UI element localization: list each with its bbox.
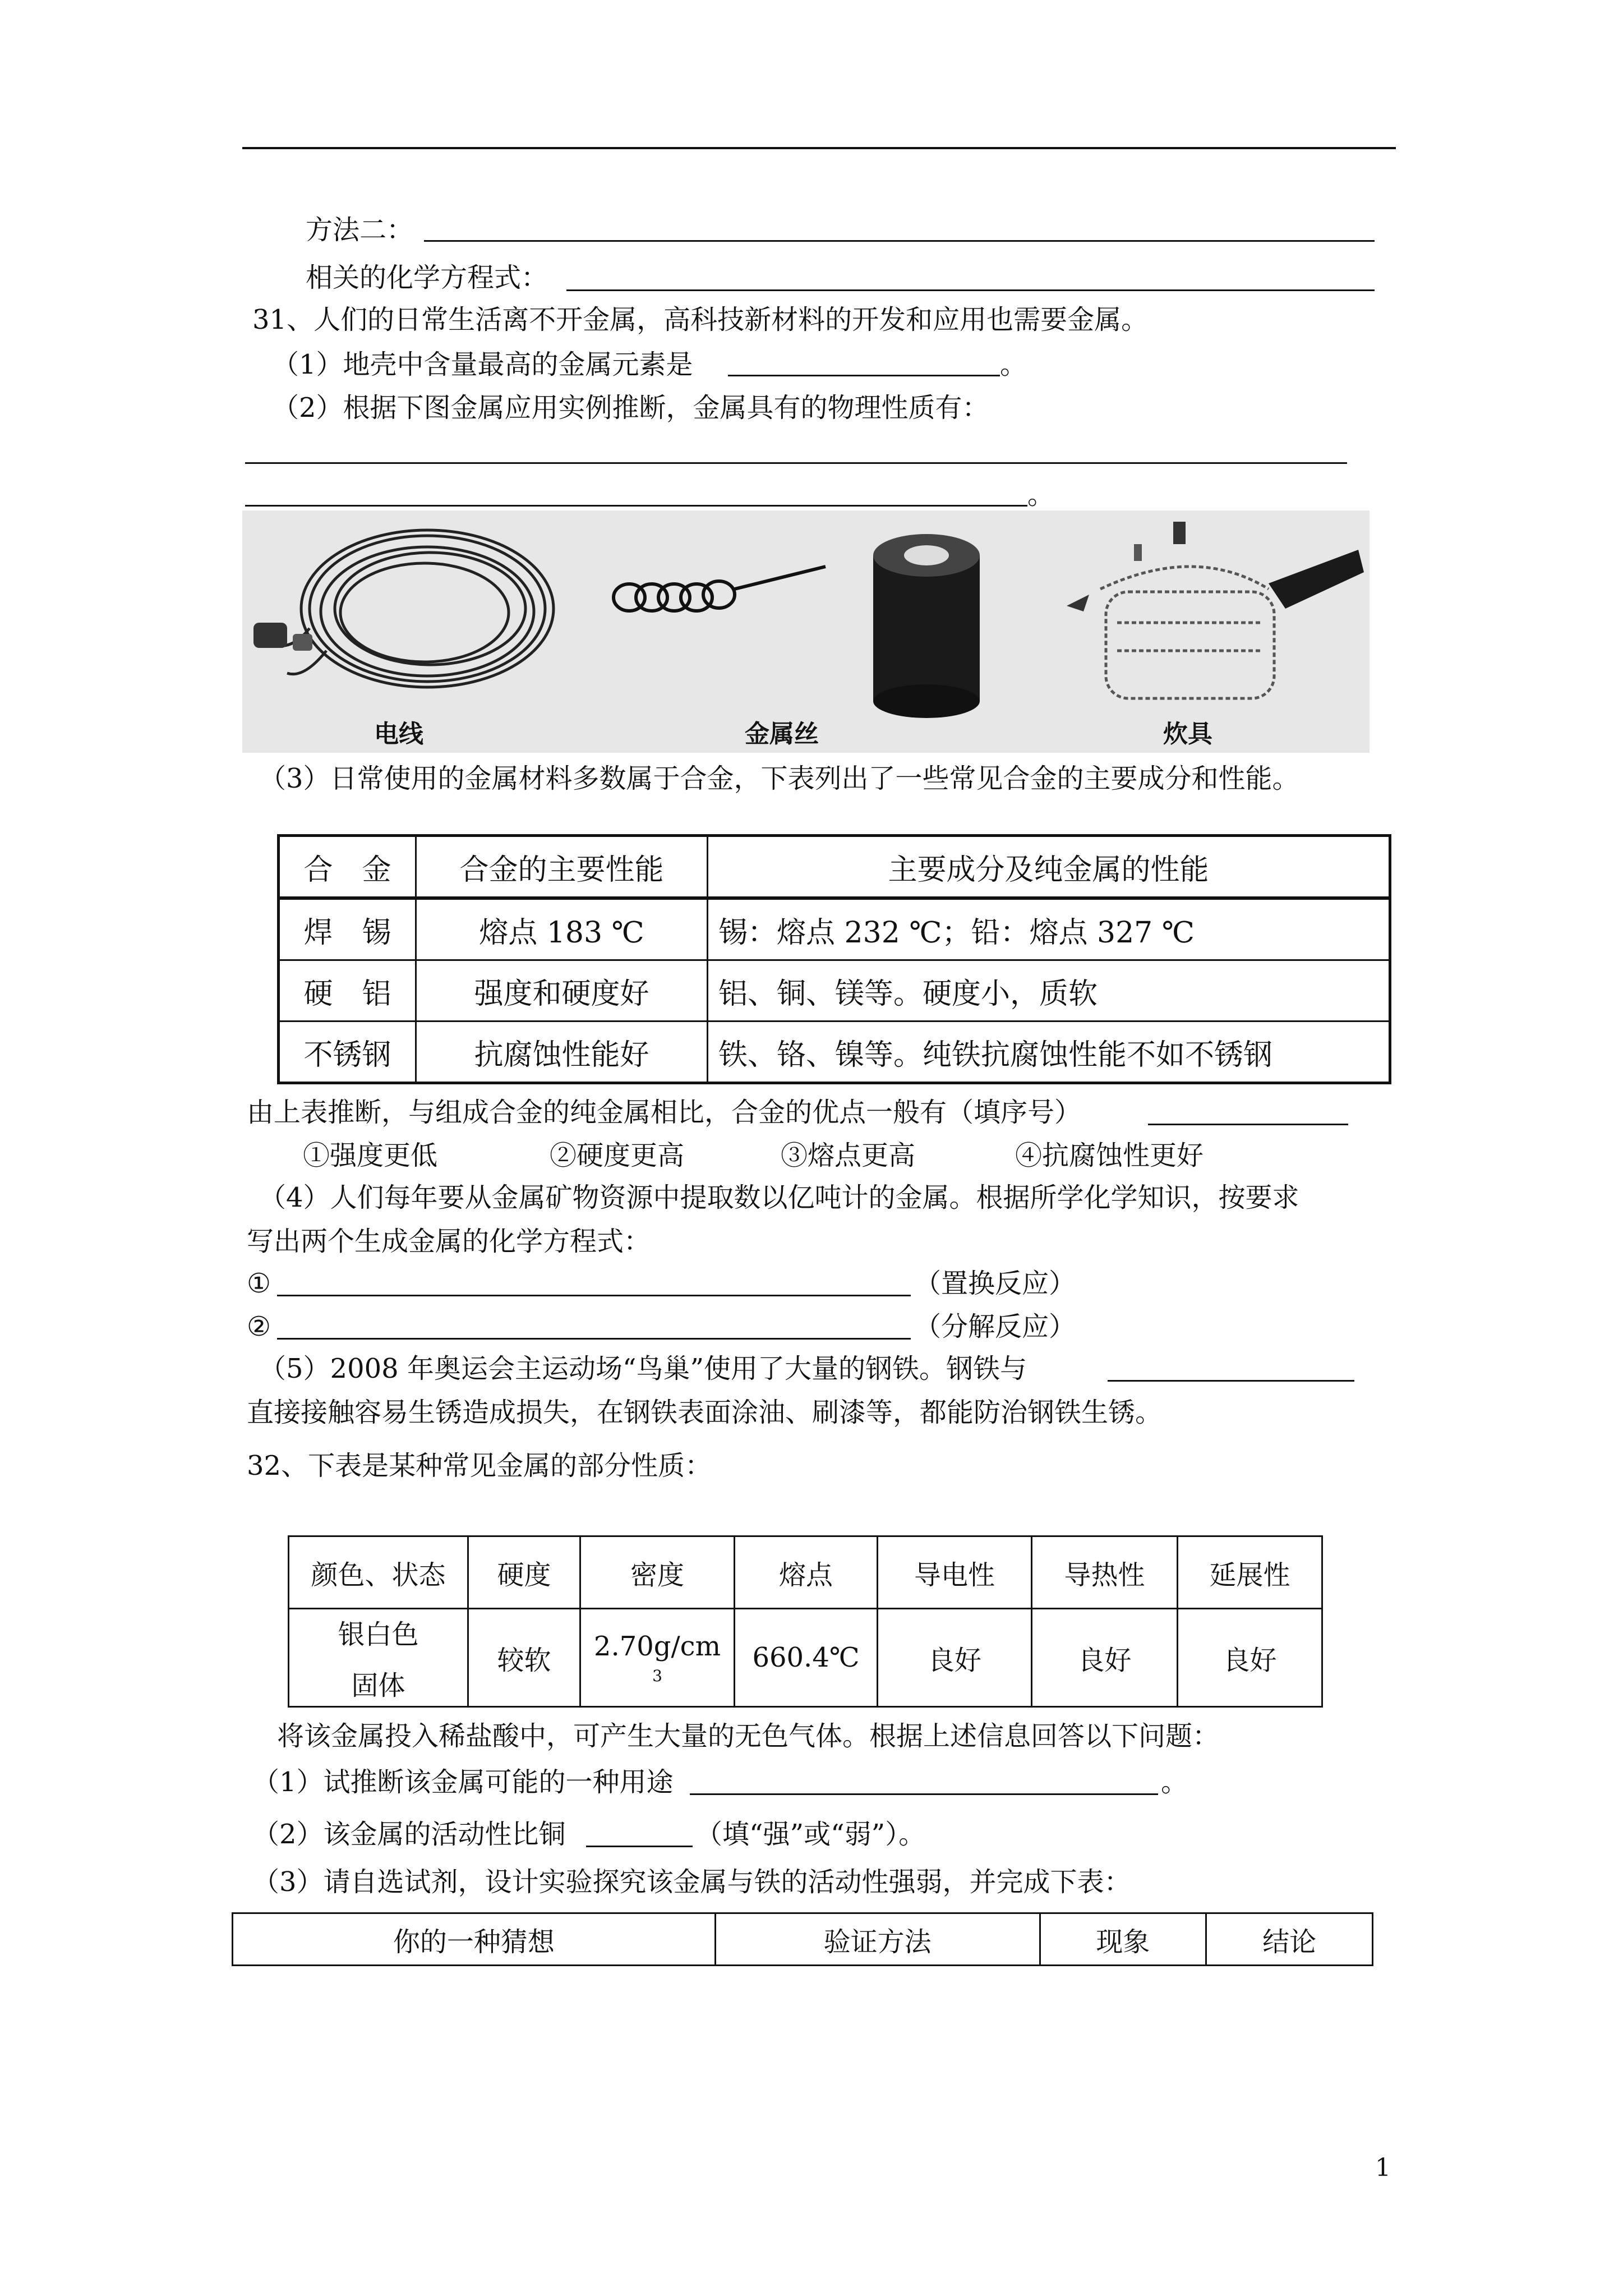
table-cell (580, 1609, 735, 1707)
q32-text: 将该金属投入稀盐酸中，可产生大量的无色气体。根据上述信息回答以下问题： (277, 1720, 1220, 1752)
table-cell: 硬 铝 (279, 960, 416, 1022)
density-superscript: 3 (652, 1666, 662, 1685)
state-line1: 银白色 (338, 1619, 419, 1650)
table-cell: 熔点 183 ℃ (416, 898, 708, 960)
equation-label: 相关的化学方程式： (306, 262, 548, 293)
eq2-blank[interactable] (277, 1338, 911, 1340)
eq2-type: （分解反应） (914, 1311, 1076, 1342)
q31-p2-blank-2[interactable] (245, 505, 1027, 507)
table-row (279, 836, 1390, 899)
table-cell: 锡：熔点 232 ℃；铅：熔点 327 ℃ (708, 898, 1390, 960)
q31-p5-line2: 直接接触容易生锈造成损失，在钢铁表面涂油、刷漆等，都能防治钢铁生锈。 (247, 1397, 1163, 1428)
table-row (233, 1913, 1373, 1966)
metal-uses-figure (242, 510, 1370, 753)
header-cell: 熔点 (735, 1536, 878, 1609)
table-cell: 强度和硬度好 (416, 960, 708, 1022)
option-2: ②硬度更高 (550, 1140, 685, 1171)
q31-p3: （3）日常使用的金属材料多数属于合金，下表列出了一些常见合金的主要成分和性能。 (259, 763, 1299, 794)
table-row (289, 1536, 1322, 1609)
header-cell: 结论 (1206, 1913, 1373, 1966)
caption-metal-wire: 金属丝 (745, 720, 819, 748)
q31-p2-blank-1[interactable] (245, 462, 1347, 464)
q32-p1-end: 。 (1161, 1766, 1188, 1798)
eq1-type: （置换反应） (914, 1268, 1076, 1299)
caption-cookware: 炊具 (1163, 720, 1212, 748)
table-cell: 较软 (468, 1609, 580, 1707)
q32-p1-blank[interactable] (690, 1793, 1158, 1795)
option-4: ④抗腐蚀性更好 (1015, 1140, 1204, 1171)
q32-p2-end: （填“强”或“弱”）。 (695, 1819, 926, 1850)
table-cell: 焊 锡 (279, 898, 416, 960)
header-cell: 颜色、状态 (289, 1536, 468, 1609)
table-row (279, 1022, 1390, 1083)
q31-p5-line1: （5）2008 年奥运会主运动场“鸟巢”使用了大量的钢铁。钢铁与 (259, 1353, 1027, 1384)
q32-p1: （1）试推断该金属可能的一种用途 (252, 1766, 674, 1798)
table-cell: 良好 (878, 1609, 1032, 1707)
header-cell: 验证方法 (715, 1913, 1040, 1966)
eq1-blank[interactable] (277, 1295, 911, 1296)
q31-p4-line1: （4）人们每年要从金属矿物资源中提取数以亿吨计的金属。根据所学化学知识，按要求 (259, 1182, 1299, 1213)
table-row (289, 1609, 1322, 1707)
state-line2: 固体 (351, 1670, 405, 1701)
table-cell: 良好 (1032, 1609, 1178, 1707)
table-cell: 抗腐蚀性能好 (416, 1022, 708, 1083)
alloy-table (277, 834, 1391, 1084)
table-row (279, 898, 1390, 960)
method2-blank[interactable] (424, 240, 1375, 242)
table-row (279, 960, 1390, 1022)
caption-wire: 电线 (374, 720, 423, 748)
table-cell: 铝、铜、镁等。硬度小，质软 (708, 960, 1390, 1022)
option-1: ①强度更低 (303, 1140, 438, 1171)
q31-p2-end: 。 (1027, 479, 1055, 510)
q31-infer-blank[interactable] (1148, 1124, 1348, 1125)
q31-intro: 31、人们的日常生活离不开金属，高科技新材料的开发和应用也需要金属。 (252, 304, 1149, 335)
header-cell: 主要成分及纯金属的性能 (708, 836, 1390, 899)
header-rule (242, 147, 1396, 149)
header-cell: 硬度 (468, 1536, 580, 1609)
header-cell: 延展性 (1178, 1536, 1322, 1609)
header-cell: 导热性 (1032, 1536, 1178, 1609)
method2-label: 方法二： (306, 214, 414, 246)
header-cell: 合金的主要性能 (416, 836, 708, 899)
q31-p4-line2: 写出两个生成金属的化学方程式： (247, 1226, 651, 1257)
q31-p1-end: 。 (1000, 349, 1027, 380)
table-cell: 铁、铬、镍等。纯铁抗腐蚀性能不如不锈钢 (708, 1022, 1390, 1083)
q32-intro: 32、下表是某种常见金属的部分性质： (247, 1450, 712, 1481)
eq1-mark: ① (247, 1268, 271, 1299)
table-cell: 660.4℃ (735, 1609, 878, 1707)
metal-property-table (288, 1535, 1323, 1708)
table-cell (289, 1609, 468, 1707)
q32-p2-blank[interactable] (586, 1846, 693, 1847)
table-cell: 良好 (1178, 1609, 1322, 1707)
q32-p2: （2）该金属的活动性比铜 (252, 1819, 566, 1850)
eq2-mark: ② (247, 1311, 271, 1342)
header-cell: 合 金 (279, 836, 416, 899)
q31-infer: 由上表推断，与组成合金的纯金属相比，合金的优点一般有（填序号） (247, 1097, 1082, 1128)
q31-p1: （1）地壳中含量最高的金属元素是 (272, 349, 693, 380)
q32-p3: （3）请自选试剂，设计实验探究该金属与铁的活动性强弱，并完成下表： (252, 1866, 1131, 1898)
header-cell: 密度 (580, 1536, 735, 1609)
density-value: 2.70g/cm (593, 1630, 721, 1662)
q31-p1-blank[interactable] (728, 375, 1000, 376)
page-number: 1 (1375, 2154, 1391, 2182)
header-cell: 现象 (1040, 1913, 1206, 1966)
experiment-table (232, 1912, 1373, 1966)
header-cell: 导电性 (878, 1536, 1032, 1609)
equation-blank[interactable] (566, 289, 1375, 291)
q31-p2: （2）根据下图金属应用实例推断，金属具有的物理性质有： (272, 392, 989, 424)
header-cell: 你的一种猜想 (233, 1913, 716, 1966)
option-3: ③熔点更高 (781, 1140, 916, 1171)
table-cell: 不锈钢 (279, 1022, 416, 1083)
q31-p5-blank[interactable] (1108, 1380, 1354, 1382)
